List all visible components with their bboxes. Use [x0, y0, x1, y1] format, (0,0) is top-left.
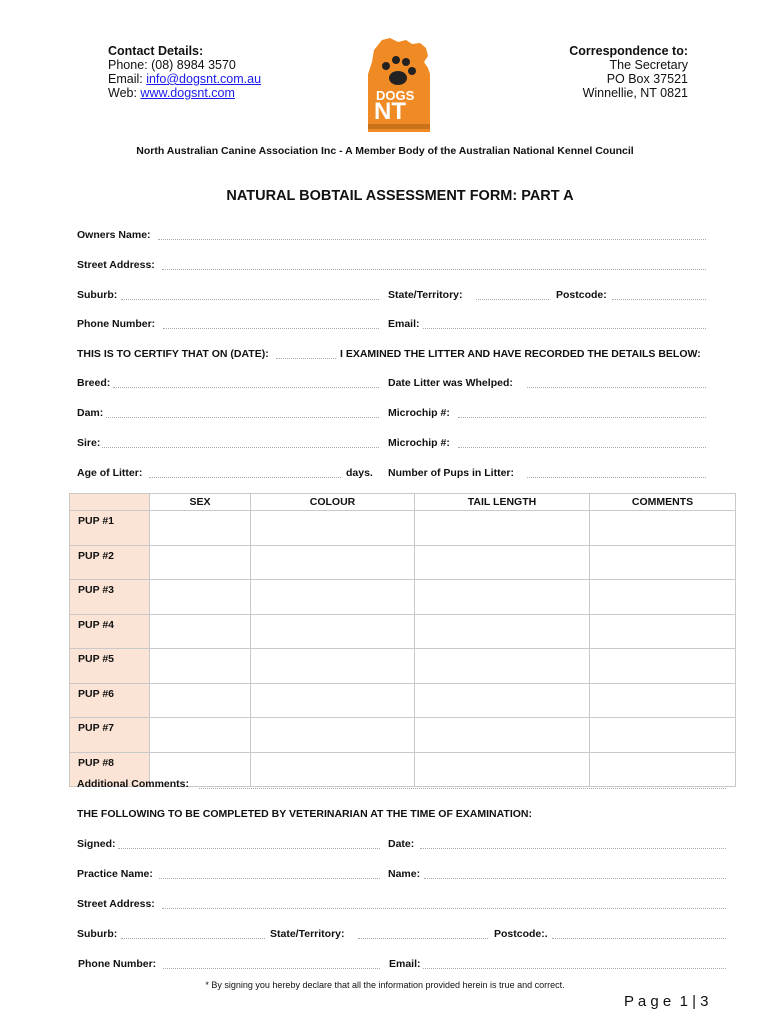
logo-text-nt: NT	[374, 98, 406, 125]
vet-email-field[interactable]	[423, 960, 726, 969]
sire-label: Sire:	[77, 437, 101, 449]
colour-cell[interactable]	[251, 511, 415, 546]
pup-label: PUP #3	[70, 580, 150, 615]
contact-web-line	[108, 86, 261, 100]
comments-cell[interactable]	[590, 718, 736, 753]
tail-length-cell[interactable]	[415, 649, 590, 684]
association-line: North Australian Canine Association Inc - A Member Body of the Australian National Kennel Council	[136, 145, 634, 157]
colour-cell[interactable]	[251, 649, 415, 684]
age-of-litter-label: Age of Litter:	[77, 467, 143, 479]
web-prefix: Web:	[108, 86, 141, 100]
breed-field[interactable]	[113, 379, 379, 388]
sex-cell[interactable]	[150, 649, 251, 684]
vet-postcode-label: Postcode:.	[494, 928, 548, 940]
table-row	[70, 649, 736, 684]
postcode-label: Postcode:	[556, 289, 607, 301]
email-label: Email:	[388, 318, 420, 330]
colour-cell[interactable]	[251, 580, 415, 615]
postcode-field[interactable]	[612, 291, 706, 300]
email-prefix: Email:	[108, 72, 147, 86]
colour-cell[interactable]	[251, 614, 415, 649]
dam-label: Dam:	[77, 407, 104, 419]
vet-suburb-label: Suburb:	[77, 928, 118, 940]
phone-number-label: Phone Number:	[77, 318, 156, 330]
street-address-label: Street Address:	[77, 259, 155, 271]
pup-label: PUP #8	[70, 752, 150, 787]
contact-heading: Contact Details:	[108, 44, 204, 58]
comments-cell[interactable]	[590, 580, 736, 615]
dam-field[interactable]	[106, 409, 379, 418]
table-row	[70, 511, 736, 546]
tail-length-cell[interactable]	[415, 718, 590, 753]
signed-field[interactable]	[118, 840, 380, 849]
comments-cell[interactable]	[590, 511, 736, 546]
street-address-field[interactable]	[162, 261, 706, 270]
correspondence	[569, 44, 688, 100]
dogs-nt-logo	[368, 38, 430, 132]
sire-microchip-field[interactable]	[458, 439, 706, 448]
sex-cell[interactable]	[150, 614, 251, 649]
vet-email-label: Email:	[389, 958, 421, 970]
pups-table	[69, 493, 736, 787]
sex-cell[interactable]	[150, 511, 251, 546]
vet-phone-number-label: Phone Number:	[78, 958, 157, 970]
vet-postcode-field[interactable]	[552, 930, 726, 939]
table-header-row	[70, 494, 736, 511]
practice-name-field[interactable]	[159, 870, 380, 879]
suburb-field[interactable]	[121, 291, 379, 300]
comments-cell[interactable]	[590, 683, 736, 718]
state-territory-label: State/Territory:	[388, 289, 463, 301]
date-whelped-field[interactable]	[527, 379, 706, 388]
correspondence-line2: PO Box 37521	[606, 72, 688, 86]
additional-comments-label: Additional Comments:	[77, 778, 189, 790]
colour-cell[interactable]	[251, 545, 415, 580]
vet-suburb-field[interactable]	[121, 930, 265, 939]
sex-cell[interactable]	[150, 580, 251, 615]
table-row	[70, 580, 736, 615]
pup-label: PUP #7	[70, 718, 150, 753]
signed-label: Signed:	[77, 838, 116, 850]
tail-length-cell[interactable]	[415, 683, 590, 718]
correspondence-heading: Correspondence to:	[569, 44, 688, 58]
tail-length-cell[interactable]	[415, 511, 590, 546]
table-row	[70, 545, 736, 580]
header-sex: SEX	[150, 494, 251, 511]
vet-street-address-label: Street Address:	[77, 898, 155, 910]
suburb-label: Suburb:	[77, 289, 118, 301]
additional-comments-field[interactable]	[199, 780, 726, 789]
certify-label: THIS IS TO CERTIFY THAT ON (DATE):	[77, 348, 269, 360]
sex-cell[interactable]	[150, 545, 251, 580]
web-link[interactable]: www.dogsnt.com	[140, 86, 235, 100]
page-number: P a g e 1 | 3	[624, 993, 709, 1010]
contact-phone: Phone: (08) 8984 3570	[108, 58, 236, 72]
header-tail-length: TAIL LENGTH	[415, 494, 590, 511]
age-of-litter-field[interactable]	[149, 469, 341, 478]
contact-details	[108, 44, 261, 100]
comments-cell[interactable]	[590, 614, 736, 649]
owners-name-field[interactable]	[158, 231, 706, 240]
dam-microchip-field[interactable]	[458, 409, 706, 418]
vet-name-label: Name:	[388, 868, 421, 880]
vet-date-label: Date:	[388, 838, 415, 850]
colour-cell[interactable]	[251, 683, 415, 718]
sire-field[interactable]	[102, 439, 379, 448]
sex-cell[interactable]	[150, 683, 251, 718]
comments-cell[interactable]	[590, 649, 736, 684]
breed-label: Breed:	[77, 377, 111, 389]
comments-cell[interactable]	[590, 545, 736, 580]
number-of-pups-field[interactable]	[527, 469, 706, 478]
practice-name-label: Practice Name:	[77, 868, 153, 880]
header-comments: COMMENTS	[590, 494, 736, 511]
dam-microchip-label: Microchip #:	[388, 407, 450, 419]
vet-name-field[interactable]	[424, 870, 726, 879]
tail-length-cell[interactable]	[415, 580, 590, 615]
tail-length-cell[interactable]	[415, 614, 590, 649]
pup-label: PUP #2	[70, 545, 150, 580]
certify-date-field[interactable]	[276, 350, 336, 359]
logo-text-dogs: DOGS	[376, 88, 415, 103]
phone-number-field[interactable]	[163, 320, 379, 329]
table-row	[70, 614, 736, 649]
vet-state-territory-label: State/Territory:	[270, 928, 345, 940]
number-of-pups-label: Number of Pups in Litter:	[388, 467, 514, 479]
table-row	[70, 718, 736, 753]
days-label: days.	[346, 467, 373, 479]
owners-name-label: Owners Name:	[77, 229, 151, 241]
header-blank	[70, 494, 150, 511]
email-field[interactable]	[423, 320, 706, 329]
vet-date-field[interactable]	[420, 840, 726, 849]
sire-microchip-label: Microchip #:	[388, 437, 450, 449]
vet-street-address-field[interactable]	[162, 900, 726, 909]
date-whelped-label: Date Litter was Whelped:	[388, 377, 513, 389]
pup-label: PUP #6	[70, 683, 150, 718]
form-title: NATURAL BOBTAIL ASSESSMENT FORM: PART A	[226, 188, 574, 204]
declaration-note: * By signing you hereby declare that all the information provided herein is true and correct.	[205, 980, 565, 990]
email-link[interactable]: info@dogsnt.com.au	[146, 72, 262, 86]
state-territory-field[interactable]	[476, 291, 549, 300]
header-colour: COLOUR	[251, 494, 415, 511]
correspondence-line3: Winnellie, NT 0821	[582, 86, 688, 100]
pup-label: PUP #4	[70, 614, 150, 649]
pup-label: PUP #1	[70, 511, 150, 546]
sex-cell[interactable]	[150, 718, 251, 753]
colour-cell[interactable]	[251, 718, 415, 753]
vet-section-heading: THE FOLLOWING TO BE COMPLETED BY VETERINARIAN AT THE TIME OF EXAMINATION:	[77, 808, 532, 820]
tail-length-cell[interactable]	[415, 545, 590, 580]
correspondence-line1: The Secretary	[609, 58, 688, 72]
vet-phone-number-field[interactable]	[163, 960, 380, 969]
vet-state-territory-field[interactable]	[358, 930, 488, 939]
examined-label: I EXAMINED THE LITTER AND HAVE RECORDED THE DETAILS BELOW:	[340, 348, 701, 360]
pup-label: PUP #5	[70, 649, 150, 684]
table-row	[70, 683, 736, 718]
contact-email-line	[108, 72, 261, 86]
